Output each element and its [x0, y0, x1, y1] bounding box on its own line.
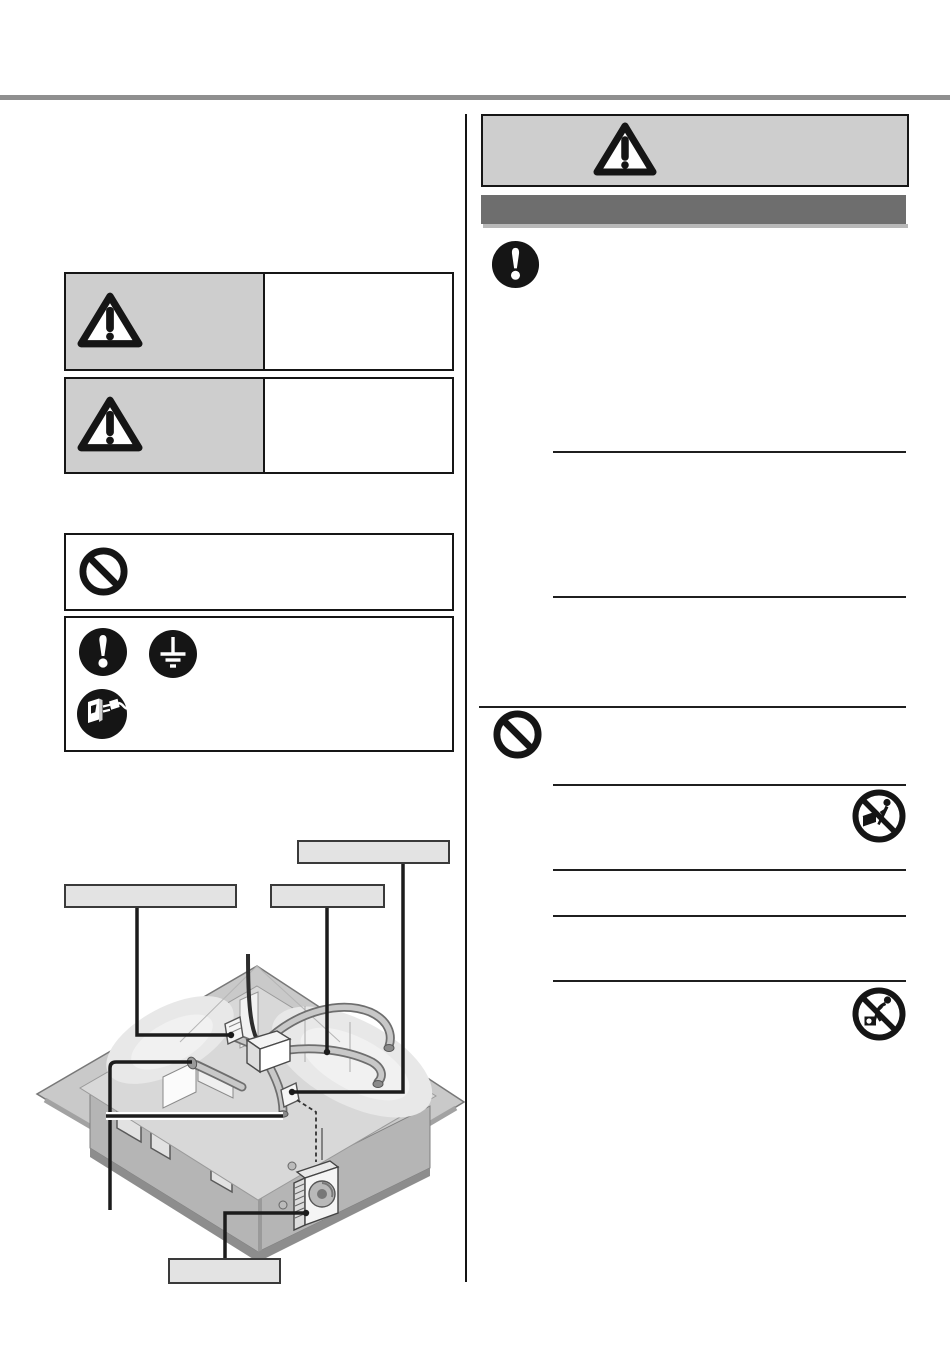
signal-meaning-cell [265, 379, 452, 472]
signal-word-row-warning [64, 272, 454, 371]
earth-ground-icon [147, 628, 199, 680]
signal-meaning-cell [265, 274, 452, 369]
mandatory-action-icon [490, 239, 541, 290]
separator-rule [553, 784, 906, 786]
prohibition-icon [78, 546, 129, 597]
separator-rule [553, 915, 906, 917]
legend-row-mandatory [64, 616, 454, 752]
callout-mid-left [64, 884, 237, 908]
mandatory-action-icon [77, 626, 129, 678]
warning-triangle-icon [77, 291, 143, 349]
warning-banner [481, 114, 909, 187]
callout-mid-center [270, 884, 385, 908]
separator-rule [553, 869, 906, 871]
warning-triangle-icon [593, 121, 657, 177]
callout-bottom [168, 1258, 281, 1284]
section-title-bar-shadow [483, 224, 908, 228]
no-operate-and-leave-icon [852, 789, 906, 843]
separator-rule [553, 451, 906, 453]
page-top-rule [0, 95, 950, 100]
signal-word-cell [66, 274, 265, 369]
signal-word-row-caution [64, 377, 454, 474]
warning-triangle-icon [77, 395, 143, 453]
no-disassemble-icon [852, 987, 906, 1041]
separator-rule [553, 596, 906, 598]
section-separator-rule [479, 706, 906, 708]
signal-word-cell [66, 379, 265, 472]
callout-top-right [297, 840, 450, 864]
section-title-bar [481, 195, 906, 224]
separator-rule [553, 980, 906, 982]
unplug-power-icon [75, 687, 129, 741]
legend-row-prohibition [64, 533, 454, 611]
prohibition-icon [492, 709, 543, 760]
